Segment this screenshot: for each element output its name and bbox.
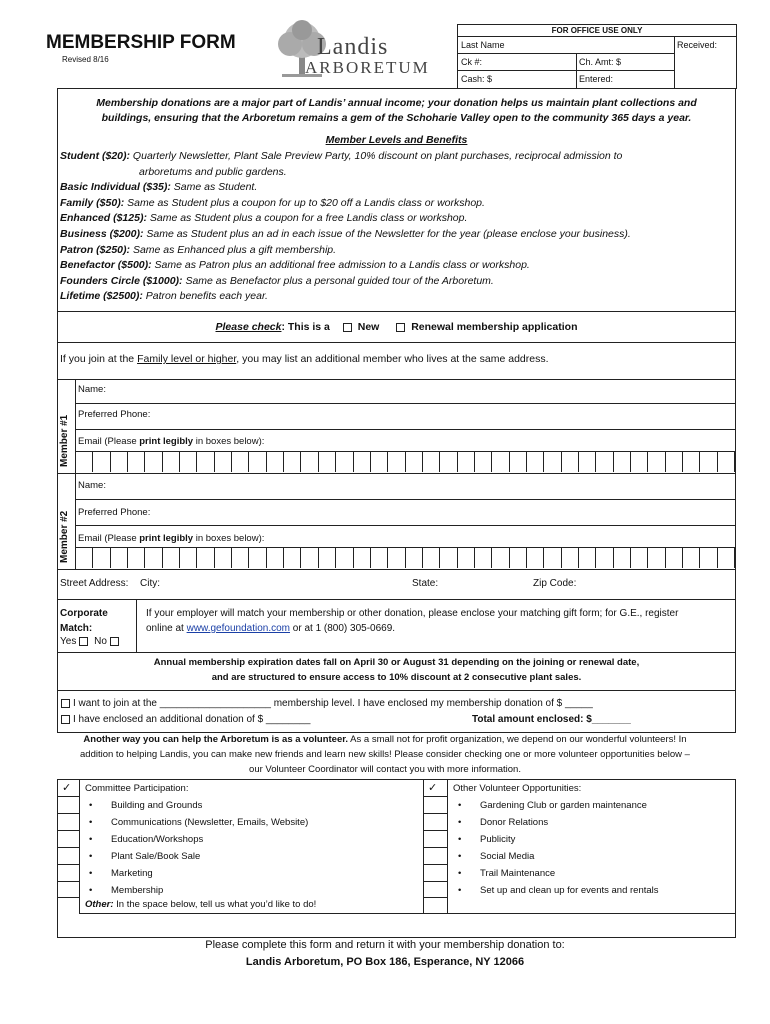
revised-date: Revised 8/16 xyxy=(62,55,109,64)
committee-list xyxy=(111,797,308,899)
volunteer-table xyxy=(57,779,736,938)
renewal-checkbox[interactable] xyxy=(396,323,405,332)
opportunity-publicity[interactable]: • Publicity xyxy=(480,831,659,848)
new-checkbox[interactable] xyxy=(343,323,352,332)
level-benefactor: Benefactor ($500): Same as Patron plus an additional free admission to a Landis class or workshop. xyxy=(60,259,530,272)
level-student: Student ($20): Quarterly Newsletter, Plant Sale Preview Party, 10% discount on plant purchases, reciprocal admission to xyxy=(60,150,623,162)
committee-education[interactable]: • Education/Workshops xyxy=(111,831,308,848)
join-level-checkbox[interactable] xyxy=(61,699,70,708)
footer xyxy=(0,937,770,971)
level-basic: Basic Individual ($35): Same as Student. xyxy=(60,181,258,194)
check-column-icon-right: ✓ xyxy=(428,782,438,794)
committee-building-grounds[interactable]: • Building and Grounds xyxy=(111,797,308,814)
member1-email-label: Email (Please print legibly in boxes below): xyxy=(78,436,265,447)
expiration-note: Annual membership expiration dates fall on April 30 or August 31 depending on the joining or renewal date, and are structured to ensure access to 10% discount at 2 consecutive plant sales. xyxy=(153,657,640,683)
office-received: Received: xyxy=(677,40,718,50)
level-founders: Founders Circle ($1000): Same as Benefactor plus a personal guided tour of the Arboretum. xyxy=(60,274,494,287)
main-form-box xyxy=(57,88,736,733)
member1-label: Member #1 xyxy=(59,414,70,467)
intro-text: Membership donations are a major part of Landis’ annual income; your donation helps us maintain plant collections and buildings, ensuring that the Arboretum remains a gem of the Schoharie Valley open to the community 365 days a year. xyxy=(96,97,697,124)
additional-donation-line[interactable]: I have enclosed an additional donation of $ ________ xyxy=(61,714,310,725)
footer-instruction: Please complete this form and return it with your membership donation to: xyxy=(205,939,565,951)
level-business: Business ($200): Same as Student plus an ad in each issue of the Newsletter for the year (please enclose your business). xyxy=(60,227,631,240)
member1-phone-field[interactable]: Preferred Phone: xyxy=(78,409,151,420)
member2-label: Member #2 xyxy=(59,510,70,563)
corporate-match-label: Corporate Match: xyxy=(60,608,108,634)
opportunity-social-media[interactable]: • Social Media xyxy=(480,848,659,865)
form-title: MEMBERSHIP FORM xyxy=(46,32,236,53)
office-ch-amt: Ch. Amt: $ xyxy=(579,57,622,67)
office-last-name: Last Name xyxy=(461,40,505,50)
office-ck: Ck #: xyxy=(461,57,483,67)
member2-email-boxes[interactable] xyxy=(75,548,735,568)
street-address-field[interactable]: Street Address: xyxy=(60,578,129,589)
state-field[interactable]: State: xyxy=(412,578,439,589)
other-volunteer: Other: In the space below, tell us what you’d like to do! xyxy=(85,899,317,910)
gefoundation-link[interactable]: www.gefoundation.com xyxy=(186,623,290,634)
committee-marketing[interactable]: • Marketing xyxy=(111,865,308,882)
opportunity-events[interactable]: • Set up and clean up for events and rentals xyxy=(480,882,659,899)
level-lifetime: Lifetime ($2500): Patron benefits each year. xyxy=(60,290,268,303)
landis-logo xyxy=(272,18,442,80)
member2-email-label: Email (Please print legibly in boxes below): xyxy=(78,533,265,544)
level-student-cont: arboretums and public gardens. xyxy=(139,165,287,178)
additional-donation-checkbox[interactable] xyxy=(61,715,70,724)
other-volunteer-input[interactable] xyxy=(79,914,735,936)
member1-name-field[interactable]: Name: xyxy=(78,384,106,395)
logo-text-arboretum: ARBORETUM xyxy=(305,58,430,77)
logo-text-landis: Landis xyxy=(317,34,389,60)
office-entered: Entered: xyxy=(579,74,614,84)
committee-plant-sale[interactable]: • Plant Sale/Book Sale xyxy=(111,848,308,865)
levels-heading: Member Levels and Benefits xyxy=(325,134,468,146)
corporate-match-options: Yes No xyxy=(60,636,122,647)
opportunity-trail[interactable]: • Trail Maintenance xyxy=(480,865,659,882)
total-enclosed[interactable]: Total amount enclosed: $_______ xyxy=(472,714,631,725)
level-enhanced: Enhanced ($125): Same as Student plus a coupon for a free Landis class or workshop. xyxy=(60,212,468,225)
application-type: Please check: This is a New Renewal membership application xyxy=(215,321,578,333)
office-cash: Cash: $ xyxy=(461,74,493,84)
city-field[interactable]: City: xyxy=(140,578,160,589)
opportunities-list xyxy=(480,797,659,899)
opportunity-donor-relations[interactable]: • Donor Relations xyxy=(480,814,659,831)
committee-communications[interactable]: • Communications (Newsletter, Emails, Website) xyxy=(111,814,308,831)
member1-email-boxes[interactable] xyxy=(75,452,735,472)
level-patron: Patron ($250): Same as Enhanced plus a gift membership. xyxy=(60,243,337,256)
other-opportunities-heading: Other Volunteer Opportunities: xyxy=(453,783,582,794)
opportunity-gardening[interactable]: • Gardening Club or garden maintenance xyxy=(480,797,659,814)
member2-phone-field[interactable]: Preferred Phone: xyxy=(78,507,151,518)
footer-address: Landis Arboretum, PO Box 186, Esperance, NY 12066 xyxy=(245,956,525,968)
check-column-icon: ✓ xyxy=(62,782,72,794)
office-use-box xyxy=(457,24,737,89)
level-family: Family ($50): Same as Student plus a coupon for up to $20 off a Landis class or workshop. xyxy=(60,196,485,209)
corporate-no-checkbox[interactable] xyxy=(110,637,119,646)
levels-list xyxy=(60,149,730,305)
corporate-yes-checkbox[interactable] xyxy=(79,637,88,646)
corporate-match-text: If your employer will match your membership or other donation, please enclose your matching gift form; for G.E., register online at www.gefoundation.com or at 1 (800) 305-0669. xyxy=(146,608,679,634)
membership-level-line[interactable]: I want to join at the ____________________ membership level. I have enclosed my membership donation of $ _____ xyxy=(61,698,593,709)
office-heading: FOR OFFICE USE ONLY xyxy=(551,26,643,35)
committee-heading: Committee Participation: xyxy=(85,783,189,794)
zip-field[interactable]: Zip Code: xyxy=(533,578,577,589)
family-note: If you join at the Family level or higher, you may list an additional member who lives at the same address. xyxy=(60,353,549,365)
committee-membership[interactable]: • Membership xyxy=(111,882,308,899)
member2-name-field[interactable]: Name: xyxy=(78,480,106,491)
volunteer-intro: Another way you can help the Arboretum is as a volunteer. As a small not for profit organization, we depend on our wonderful volunteers! In addition to helping Landis, you can make new friends and learn new skills! Please consider checking one or more volunteer opportunities below – our Volunteer Coordinator will contact you with more information. xyxy=(80,734,690,775)
